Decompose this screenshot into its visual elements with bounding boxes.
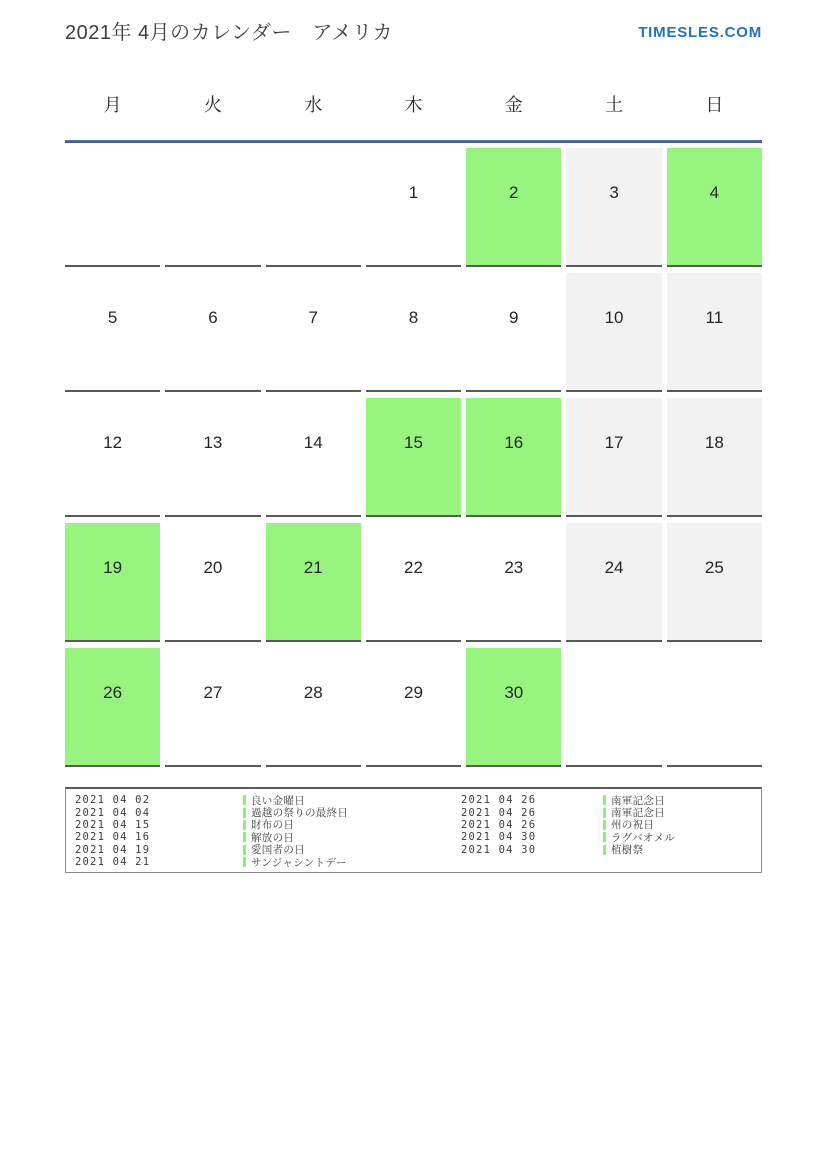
holiday-marker-icon: [243, 845, 246, 855]
holiday-legend-entry: [461, 844, 761, 856]
day-cell-25: [667, 523, 762, 642]
calendar-grid: [65, 148, 762, 767]
day-cell-21: [266, 523, 361, 642]
day-number: 5: [107, 308, 118, 327]
day-cell-30: [466, 648, 561, 767]
day-number: [65, 148, 160, 183]
day-cell-20: [165, 523, 260, 642]
day-number: 1: [408, 183, 419, 202]
holiday-marker-icon: [243, 820, 246, 830]
day-number: 25: [704, 558, 724, 577]
weekday-header-6: 土: [605, 95, 624, 115]
holiday-marker-icon: [603, 845, 606, 855]
day-cell-1: [366, 148, 461, 267]
day-cell-empty: [566, 648, 661, 767]
holiday-date: 2021 04 16: [75, 831, 151, 844]
page-header: [0, 0, 827, 46]
day-cell-5: [65, 273, 160, 392]
day-number: 23: [504, 558, 524, 577]
timesles-logo-link[interactable]: TIMESLES.COM: [638, 24, 762, 41]
legend-column-right: [461, 794, 761, 868]
day-cell-28: [266, 648, 361, 767]
day-cell-16: [466, 398, 561, 517]
holiday-name: ラグバオメル: [611, 831, 676, 844]
holiday-date: 2021 04 04: [75, 806, 151, 819]
day-number: 12: [103, 433, 123, 452]
holiday-name: 解放の日: [251, 831, 295, 844]
holiday-marker-icon: [243, 795, 246, 805]
day-number: 16: [504, 433, 524, 452]
holiday-date: 2021 04 02: [75, 794, 151, 807]
day-number: 14: [303, 433, 323, 452]
day-cell-2: [466, 148, 561, 267]
day-cell-23: [466, 523, 561, 642]
holiday-name: 過越の祭りの最終日: [251, 807, 349, 820]
day-cell-9: [466, 273, 561, 392]
holiday-marker-icon: [243, 832, 246, 842]
day-number: 4: [709, 183, 720, 202]
day-number: 28: [303, 683, 323, 702]
day-cell-empty: [165, 148, 260, 267]
day-number: 2: [509, 183, 519, 202]
day-number: 15: [404, 433, 423, 452]
day-cell-empty: [667, 648, 762, 767]
holiday-marker-icon: [603, 808, 606, 818]
day-cell-26: [65, 648, 160, 767]
weekday-header-3: 水: [304, 95, 323, 115]
day-number: 13: [203, 433, 223, 452]
day-number: 27: [203, 683, 223, 702]
holiday-name: 南軍記念日: [611, 807, 665, 820]
day-number: 26: [103, 683, 123, 702]
holiday-legend-entry: [75, 856, 461, 868]
weekday-header-7: 日: [705, 95, 724, 115]
day-cell-4: [667, 148, 762, 267]
holiday-marker-icon: [603, 820, 606, 830]
day-cell-24: [566, 523, 661, 642]
day-cell-18: [667, 398, 762, 517]
day-number: [667, 648, 762, 683]
day-number: 11: [705, 308, 724, 327]
header-divider-line: [65, 140, 762, 143]
holiday-name: 南軍記念日: [611, 794, 665, 807]
day-cell-empty: [266, 148, 361, 267]
page-title: 2021年 4月のカレンダー アメリカ: [65, 22, 393, 44]
day-number: 30: [504, 683, 524, 702]
day-cell-22: [366, 523, 461, 642]
holiday-marker-icon: [603, 795, 606, 805]
holiday-name: 良い金曜日: [251, 794, 305, 807]
day-number: [266, 148, 361, 183]
day-number: 7: [308, 308, 318, 327]
holiday-name: 愛国者の日: [251, 844, 305, 857]
day-cell-19: [65, 523, 160, 642]
weekday-header-1: 月: [103, 95, 122, 115]
day-cell-29: [366, 648, 461, 767]
holiday-date: 2021 04 26: [461, 794, 537, 807]
holiday-date: 2021 04 30: [461, 843, 537, 856]
day-number: 9: [509, 308, 519, 327]
day-number: 17: [604, 433, 624, 452]
weekday-header-4: 木: [404, 95, 423, 115]
weekday-header-5: 金: [504, 95, 523, 115]
day-number: 19: [103, 558, 123, 577]
day-number: [566, 648, 661, 683]
day-number: 6: [208, 308, 218, 327]
holiday-date: 2021 04 30: [461, 831, 537, 844]
day-number: 3: [609, 183, 619, 202]
holiday-date: 2021 04 26: [461, 806, 537, 819]
holiday-legend: [65, 787, 762, 873]
day-number: 22: [404, 558, 423, 577]
holiday-date: 2021 04 26: [461, 818, 537, 831]
day-number: 29: [404, 683, 423, 702]
day-cell-13: [165, 398, 260, 517]
day-number: 21: [303, 558, 323, 577]
legend-column-left: [75, 794, 461, 868]
day-cell-7: [266, 273, 361, 392]
weekday-header-2: 火: [203, 95, 222, 115]
holiday-date: 2021 04 21: [75, 856, 151, 869]
day-number: 10: [604, 308, 624, 327]
holiday-marker-icon: [603, 832, 606, 842]
holiday-marker-icon: [243, 808, 246, 818]
day-number: 18: [704, 433, 724, 452]
day-number: [165, 148, 260, 183]
day-cell-12: [65, 398, 160, 517]
weekday-header-row: [65, 94, 762, 116]
day-cell-6: [165, 273, 260, 392]
holiday-name: 植樹祭: [611, 844, 644, 857]
holiday-name: サンジャシントデー: [251, 856, 347, 869]
day-cell-10: [566, 273, 661, 392]
day-cell-11: [667, 273, 762, 392]
day-cell-empty: [65, 148, 160, 267]
day-cell-3: [566, 148, 661, 267]
day-number: 20: [203, 558, 223, 577]
day-number: 24: [604, 558, 624, 577]
day-cell-8: [366, 273, 461, 392]
day-cell-15: [366, 398, 461, 517]
day-cell-14: [266, 398, 361, 517]
holiday-date: 2021 04 19: [75, 843, 151, 856]
holiday-name: 財布の日: [251, 819, 295, 832]
holiday-name: 州の祝日: [611, 819, 655, 832]
day-cell-27: [165, 648, 260, 767]
calendar: [65, 94, 762, 767]
holiday-marker-icon: [243, 857, 246, 867]
day-number: 8: [408, 308, 419, 327]
holiday-date: 2021 04 15: [75, 818, 151, 831]
day-cell-17: [566, 398, 661, 517]
